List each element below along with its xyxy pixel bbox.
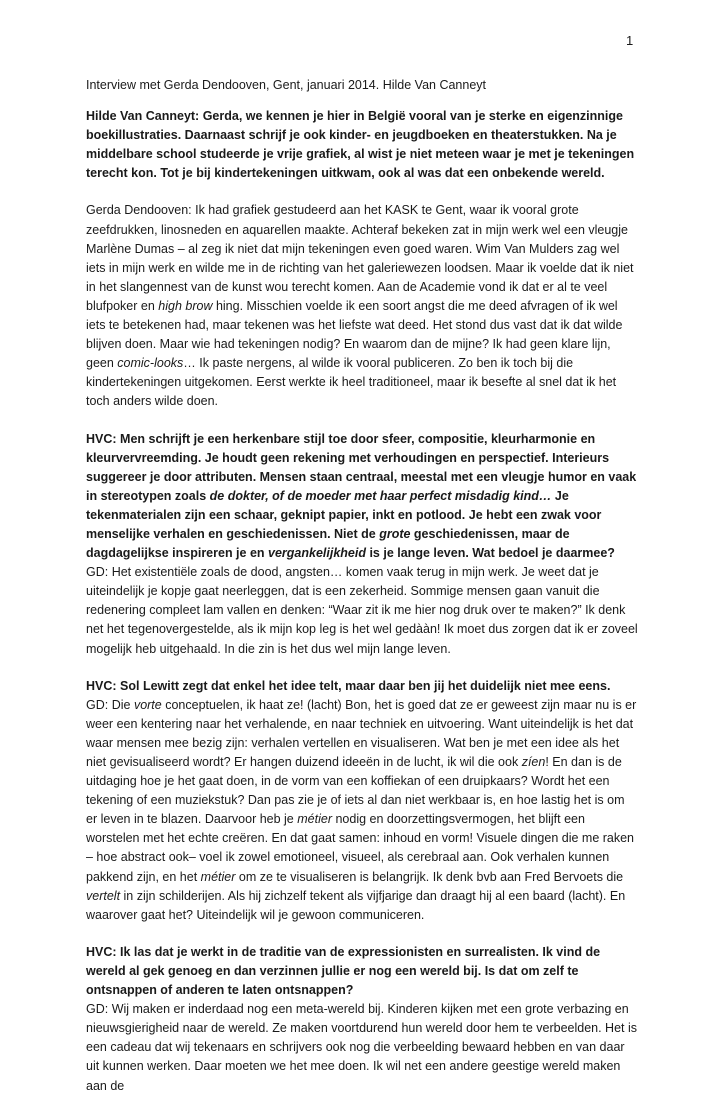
page-number: 1 (626, 33, 634, 48)
question-paragraph (86, 943, 638, 1000)
text-run: … Ik paste nergens, al wilde ik vooral publiceren. Zo ben ik toch bij die kindertekeningen uitgekomen. Eerst werkte ik heel traditioneel, maar ik besefte al snel dat ik het toch anders wilde doen. (86, 356, 617, 409)
italic-run: vergankelijkheid (268, 546, 366, 561)
question-paragraph (86, 677, 638, 696)
interview-block (86, 943, 638, 1096)
text-run: nodig en doorzettingsvermogen, het blijft een worstelen met het echte creëren. En dat gaat samen: inhoud en vorm! Visuele dingen die me raken – hoe abstract ook– voel ik zowel emotioneel, visueel, als cerebraal aan. Ook verhalen kunnen pakkend zijn, en het (86, 812, 635, 884)
interview-title: Interview met Gerda Dendooven, Gent, januari 2014. Hilde Van Canneyt (86, 78, 486, 92)
italic-run: vertelt (86, 888, 121, 903)
answer-paragraph (86, 201, 638, 411)
italic-run: vorte (133, 697, 162, 712)
text-run: Je tekenmaterialen zijn een schaar, geknipt papier, inkt en potlood. Je hebt een zwak voor menselijke verhalen en geschiedenissen. Niet de (86, 488, 602, 541)
answer-paragraph (86, 563, 638, 658)
italic-run: zíen (521, 755, 546, 769)
text-run: in zijn schilderijen. Als hij zichzelf tekent als vijfjarige dan draagt hij al een baard (lacht). En waarover gaat het? Uiteindelijk wil je gewoon communiceren. (86, 888, 626, 922)
interview-sections (86, 107, 638, 1096)
interview-block (86, 677, 638, 925)
text-run: ! En dan is de uitdaging hoe je het gaat doen, in de vorm van een koffiekan of een druipkaars? Wordt het een tekening of een muziekstuk? Dan pas zie je of iets al dan niet werkbaar is, en hoe lastig het is om er leven in te blazen. Daarvoor heb je (86, 755, 625, 827)
italic-run: comic-looks (117, 356, 184, 371)
italic-run: high brow (158, 298, 213, 313)
interview-block (86, 201, 638, 411)
interview-block (86, 107, 638, 183)
text-run: GD: Die (86, 697, 134, 712)
question-paragraph (86, 107, 638, 183)
text-run: om ze te visualiseren is belangrijk. Ik denk bvb aan Fred Bervoets die (235, 869, 624, 884)
text-run: HVC: Men schrijft je een herkenbare stijl toe door sfeer, compositie, kleurharmonie en kleurvervreemding. Je houdt geen rekening met verhoudingen en perspectief. Interieurs suggereer je door attributen. Mensen staan centraal, meestal met een vleugje humor en vaak in stereotypen zoals (86, 431, 637, 503)
text-run: Hilde Van Canneyt: Gerda, we kennen je hier in België vooral van je sterke en eigenzinnige boekillustraties. Daarnaast schrijf je ook kinder- en jeugdboeken en theaterstukken. Na je middelbare school studeerde je vrije grafiek, al wist je niet meteen waar je met je tekeningen terecht kon. Tot je bij kindertekeningen uitkwam, ook al was dat een onbekende wereld. (86, 109, 635, 181)
italic-run: métier (297, 812, 332, 827)
italic-run: grote (379, 526, 411, 541)
text-run: conceptuelen, ik haat ze! (lacht) Bon, het is goed dat ze er geweest zijn maar nu is er weer een kentering naar het verhalende, en naar techniek en uitvoering. Want uiteindelijk is het dat waar mensen mee bezig zijn: verhalen vertellen en visualiseren. Wat ben je met een idee als het niet gevisualiseerd wordt? Er hangen duizend ideeën in de lucht, ik wil die ook (86, 697, 637, 769)
text-run: Gerda Dendooven: Ik had grafiek gestudeerd aan het KASK te Gent, waar ik vooral grote zeefdrukken, linosneden en aquarellen maakte. Achteraf bekeken zat in mijn werk wel een vleugje Marlène Dumas – al zeg ik niet dat mijn tekeningen even goed waren. Wim Van Mulders zag wel iets in mijn werk en wilde me in de richting van het galeriewezen loodsen. Maar ik voelde dat ik niet in het slangennest van de kunst wou terecht komen. Aan de Academie vond ik dat er al te veel blufpoker en (86, 203, 634, 313)
italic-run: de dokter, of de moeder met haar perfect misdadig kind… (209, 488, 552, 503)
question-paragraph (86, 430, 638, 564)
text-run: geschiedenissen, maar de dagdagelijkse inspireren je en (86, 526, 570, 561)
text-run: hing. Misschien voelde ik een soort angst die me deed afvragen of ik wel iets te betekenen had, maar tekenen was het liefste wat deed. Het stond dus vast dat ik dat wilde blijven doen. Maar wie had tekeningen nodig? En waarom dan de mijne? Ik had geen klare lijn, geen (86, 298, 623, 371)
answer-paragraph (86, 696, 638, 925)
text-run: HVC: Ik las dat je werkt in de traditie van de expressionisten en surrealisten. Ik vind de wereld al gek genoeg en dan verzinnen jullie er nog een wereld bij. Is dat om zelf te ontsnappen of anderen te laten ontsnappen? (86, 944, 601, 998)
interview-block (86, 430, 638, 659)
text-run: HVC: Sol Lewitt zegt dat enkel het idee telt, maar daar ben jij het duidelijk niet mee eens. (86, 678, 611, 693)
italic-run: métier (200, 869, 236, 884)
text-run: is je lange leven. Wat bedoel je daarmee? (365, 546, 615, 561)
text-run: GD: Wij maken er inderdaad nog een meta-wereld bij. Kinderen kijken met een grote verbazing en nieuwsgierigheid naar de wereld. Ze maken voortdurend hun wereld door hem te verbeelden. Het is een cadeau dat wij tekenaars en schrijvers ook nog die verbeelding bewaard hebben en van daar uit kunnen werken. Daar moeten we het mee doen. Ik wil net een andere geestige wereld maken aan de (86, 1002, 638, 1093)
text-run: GD: Het existentiële zoals de dood, angsten… komen vaak terug in mijn werk. Je weet dat je uiteindelijk je kopje gaat neerleggen, dat is een zekerheid. Sommige mensen gaan vanuit die redenering compleet lam vallen en denken: “Waar zit ik me hier nog druk over te maken?” Ik denk net het tegenovergestelde, als ik mijn kop leg is het wel gedààn! Ik moet dus zorgen dat ik er zoveel mogelijk heb uitgehaald. In die zin is het dus wel mijn lange leven. (86, 565, 638, 656)
document-body (86, 76, 638, 1114)
answer-paragraph (86, 1000, 638, 1095)
